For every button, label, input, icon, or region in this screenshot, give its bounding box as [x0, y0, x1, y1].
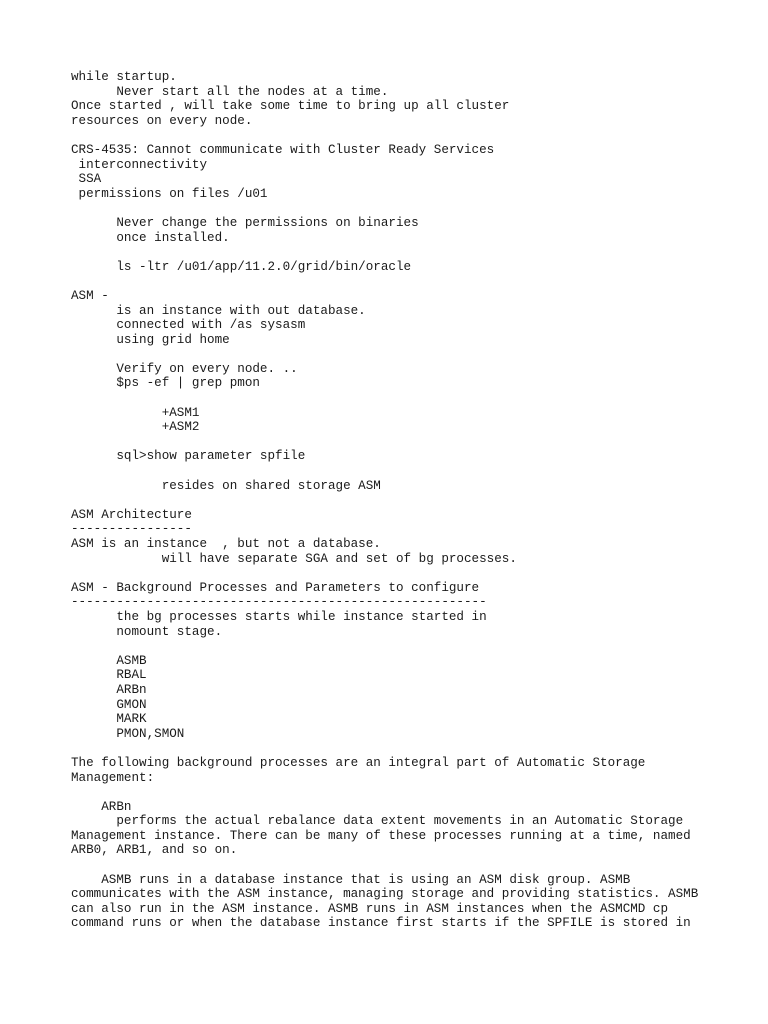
text-line: while startup. — [71, 70, 177, 84]
heading-underline: ------------------------------------------------------- — [71, 595, 487, 610]
process-list-item: MARK — [71, 712, 147, 727]
text-line: +ASM1 — [71, 405, 200, 420]
text-line — [71, 858, 731, 873]
text-line — [71, 245, 731, 260]
text-line — [71, 274, 731, 289]
text-line: +ASM2 — [71, 420, 200, 435]
text-line: will have separate SGA and set of bg processes. — [71, 551, 517, 566]
text-line — [71, 741, 731, 756]
text-line: is an instance with out database. — [71, 303, 366, 318]
text-line — [71, 493, 731, 508]
text-line: connected with /as sysasm — [71, 318, 306, 333]
text-line: ASM is an instance , but not a database. — [71, 537, 381, 551]
heading-underline: ---------------- — [71, 522, 192, 537]
text-line — [71, 566, 731, 581]
text-line — [71, 347, 731, 362]
text-line — [71, 391, 731, 406]
text-line — [71, 201, 731, 216]
text-line: can also run in the ASM instance. ASMB runs in ASM instances when the ASMCMD cp — [71, 901, 669, 916]
process-list-item: PMON,SMON — [71, 726, 185, 741]
text-line: Never start all the nodes at a time. — [71, 84, 389, 99]
text-line: CRS-4535: Cannot communicate with Cluster Ready Services — [71, 142, 495, 157]
text-line: once installed. — [71, 230, 230, 245]
text-line: ARBn — [71, 799, 132, 814]
text-line: Verify on every node. .. — [71, 361, 298, 376]
process-list-item: GMON — [71, 697, 147, 712]
text-line: command runs or when the database instance first starts if the SPFILE is stored in — [71, 916, 691, 931]
text-line: using grid home — [71, 332, 230, 347]
text-line: nomount stage. — [71, 624, 223, 639]
text-line: ls -ltr /u01/app/11.2.0/grid/bin/oracle — [71, 259, 412, 274]
text-line: SSA — [71, 172, 102, 187]
process-list-item: ASMB — [71, 653, 147, 668]
text-line — [71, 785, 731, 800]
text-line — [71, 128, 731, 143]
section-heading: ASM - Background Processes and Parameters to configure — [71, 580, 480, 595]
text-line: resides on shared storage ASM — [71, 478, 381, 493]
text-line: Management: — [71, 770, 155, 785]
text-line: sql>show parameter spfile — [71, 449, 306, 464]
document-page — [71, 70, 731, 931]
text-line: performs the actual rebalance data extent movements in an Automatic Storage — [71, 814, 684, 829]
process-list-item: ARBn — [71, 682, 147, 697]
text-line: interconnectivity — [71, 157, 208, 172]
text-line: ASMB runs in a database instance that is using an ASM disk group. ASMB — [71, 872, 631, 887]
process-list-item: RBAL — [71, 668, 147, 683]
text-line: ASM - — [71, 288, 109, 303]
text-line: the bg processes starts while instance started in — [71, 609, 487, 624]
section-heading: ASM Architecture — [71, 507, 192, 522]
text-line: Never change the permissions on binaries — [71, 215, 419, 230]
text-line: Management instance. There can be many of these processes running at a time, named — [71, 828, 691, 843]
text-line: permissions on files /u01 — [71, 186, 268, 201]
text-line — [71, 435, 731, 450]
text-line: communicates with the ASM instance, managing storage and providing statistics. ASMB — [71, 887, 699, 902]
text-line — [71, 639, 731, 654]
text-line: Once started , will take some time to bring up all cluster — [71, 99, 510, 114]
text-line: ARB0, ARB1, and so on. — [71, 843, 238, 858]
text-line: The following background processes are an integral part of Automatic Storage — [71, 755, 646, 770]
text-line: resources on every node. — [71, 113, 253, 128]
text-line — [71, 464, 731, 479]
text-line: $ps -ef | grep pmon — [71, 376, 260, 391]
